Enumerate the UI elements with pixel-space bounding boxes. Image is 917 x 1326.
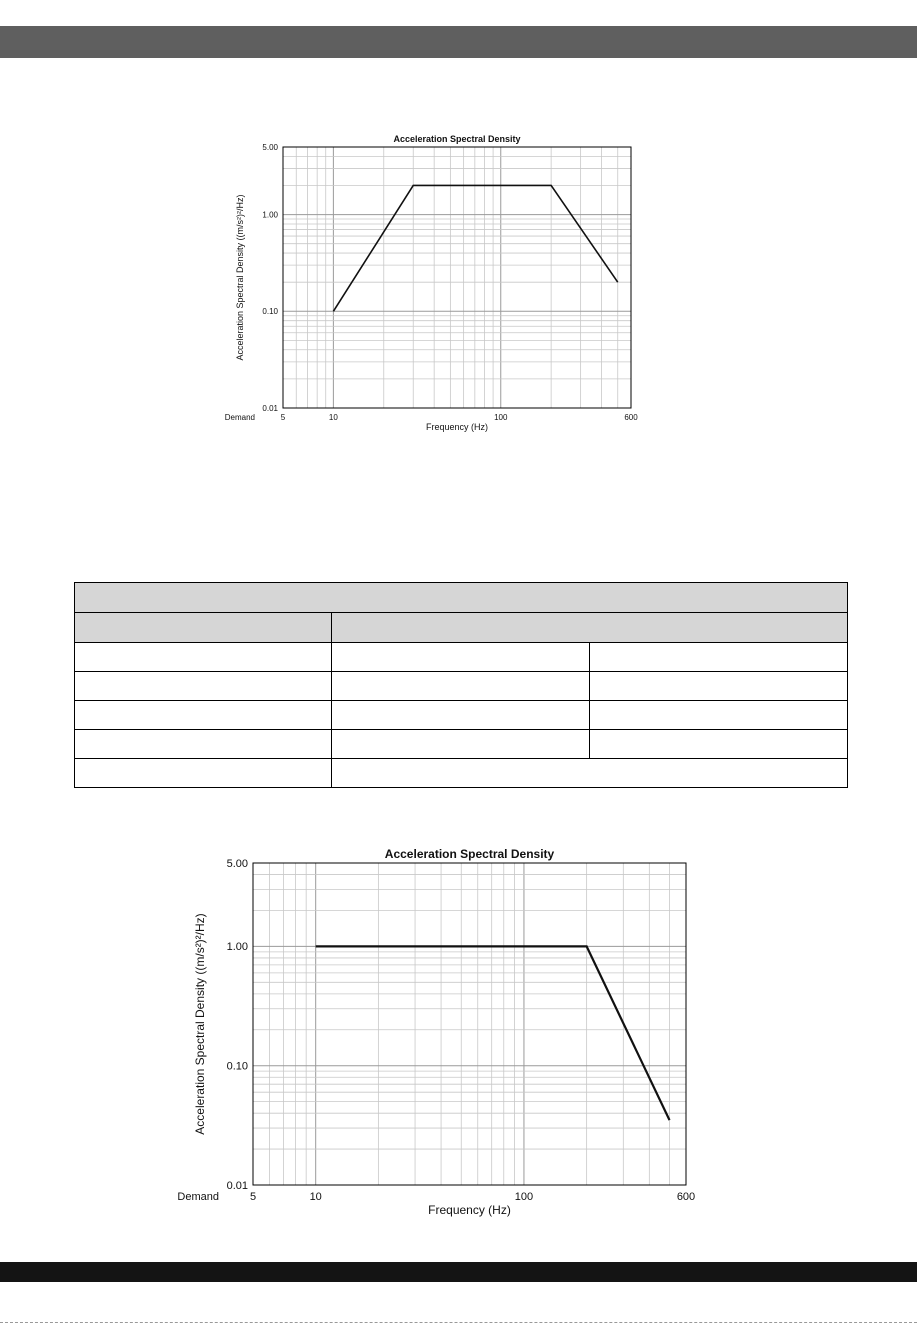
y-axis-label: Acceleration Spectral Density ((m/s²)²/Hz) bbox=[235, 194, 245, 361]
x-tick-label: 5 bbox=[249, 1191, 257, 1203]
x-tick-label: 600 bbox=[624, 413, 638, 422]
y-tick-label: 1.00 bbox=[262, 210, 278, 220]
y-tick-label: 0.10 bbox=[262, 307, 278, 317]
y-tick-label: 5.00 bbox=[226, 857, 248, 870]
x-tick-label: 5 bbox=[280, 413, 286, 422]
x-tick-label: 10 bbox=[309, 1191, 322, 1203]
y-tick-label: 0.01 bbox=[262, 403, 278, 413]
x-axis-prefix-label: Demand bbox=[177, 1191, 219, 1203]
x-axis-label: Frequency (Hz) bbox=[428, 1203, 511, 1217]
y-axis-label: Acceleration Spectral Density ((m/s²)²/Hz) bbox=[193, 913, 207, 1135]
series-line bbox=[316, 946, 670, 1120]
plot-frame bbox=[253, 863, 686, 1185]
x-axis-prefix-label: Demand bbox=[224, 413, 255, 422]
y-tick-label: 0.01 bbox=[226, 1179, 248, 1192]
y-tick-label: 1.00 bbox=[226, 941, 248, 954]
chart-title: Acceleration Spectral Density bbox=[393, 134, 521, 144]
x-tick-label: 100 bbox=[514, 1191, 534, 1203]
x-tick-label: 600 bbox=[676, 1191, 696, 1203]
bottom-footer-bar bbox=[0, 1262, 917, 1282]
page-edge-divider bbox=[0, 1322, 917, 1323]
x-tick-label: 100 bbox=[494, 413, 508, 422]
x-axis-label: Frequency (Hz) bbox=[425, 422, 489, 432]
y-tick-label: 5.00 bbox=[262, 142, 278, 152]
x-tick-label: 10 bbox=[328, 413, 338, 422]
y-tick-label: 0.10 bbox=[226, 1060, 248, 1073]
chart-title: Acceleration Spectral Density bbox=[384, 847, 555, 861]
